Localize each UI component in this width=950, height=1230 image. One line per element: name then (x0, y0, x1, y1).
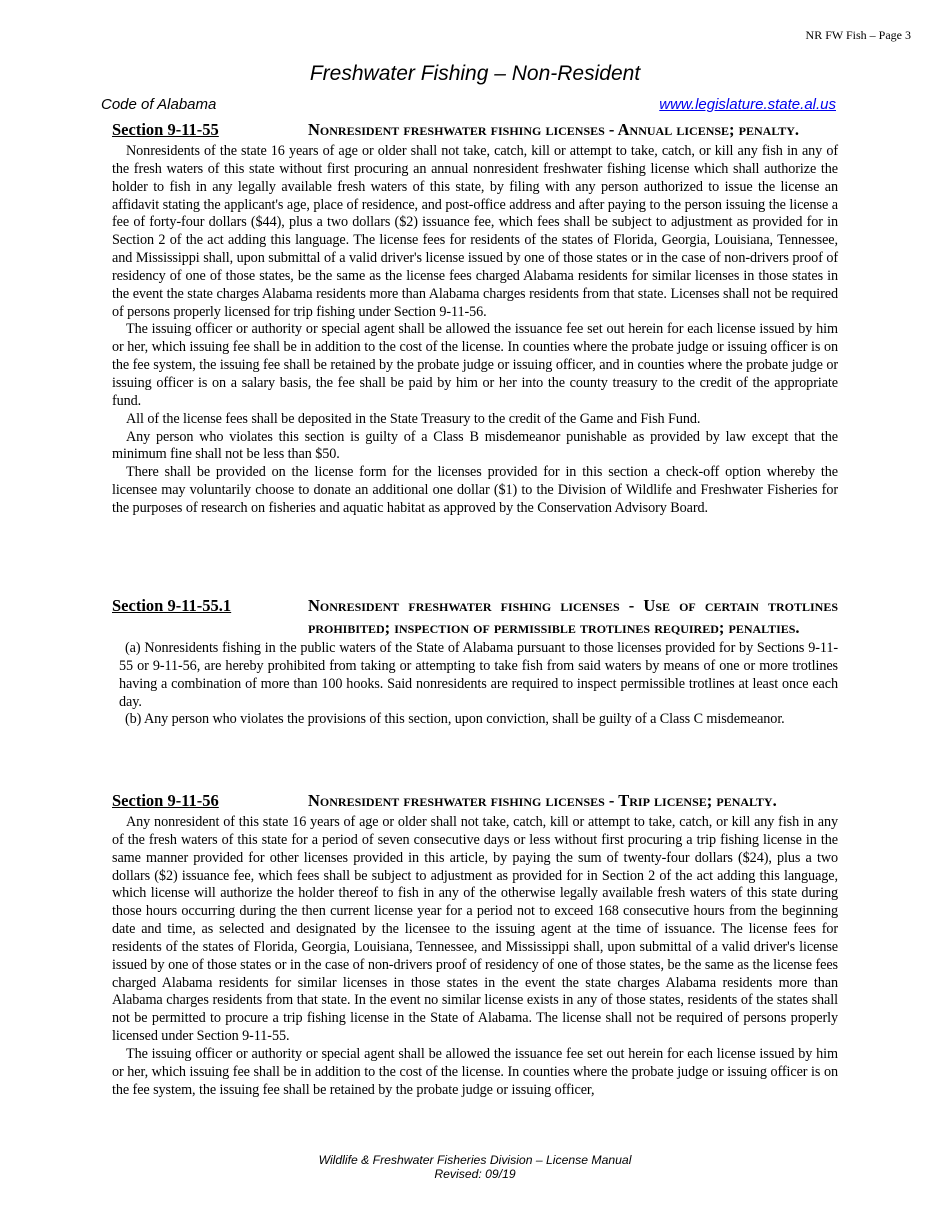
section-9-11-56 (112, 790, 838, 1100)
section-paragraph: Nonresidents of the state 16 years of age or older shall not take, catch, kill or attempt to take, catch, or kill any fish in any of the fresh waters of this state without first procuring an annual nonresident freshwater fishing license which shall authorize the holder to fish in any legally available fresh waters of this state, by filing with any person authorized to issue the license an affidavit stating the applicant's age, place of residence, and post-office address and after paying to the person issuing the license a fee of forty-four dollars ($44), plus a two dollars ($2) issuance fee, which fees shall be subject to adjustment as provided for in Section 2 of the act adding this language. The license fees for residents of the states of Florida, Georgia, Louisiana, Tennessee, and Mississippi shall, upon submittal of a valid driver's license issued by one of those states or in the case of non-drivers proof of residency of one of those states, be the same as the license fees charged Alabama residents for similar licenses in those states in the event the state charges Alabama residents more than Alabama charges residents from that state. Licenses shall not be required of persons properly licensed for trip fishing under Section 9-11-56. (112, 143, 838, 320)
section-paragraph: (b) Any person who violates the provisions of this section, upon conviction, shall be guilty of a Class C misdemeanor. (125, 711, 785, 728)
section-title: Nonresident freshwater fishing licenses - Annual license; penalty. (308, 120, 800, 139)
section-heading (112, 595, 838, 639)
section-paragraph: (a) Nonresidents fishing in the public waters of the State of Alabama pursuant to those licenses provided for by Sections 9-11-55 or 9-11-56, are hereby prohibited from taking or attempting to take fish from said waters by means of one or more trotlines having a combination of more than 100 hooks. Said nonresidents are required to inspect permissible trotlines at least once each day. (119, 640, 838, 710)
footer-manual-title: Wildlife & Freshwater Fisheries Division – License Manual (318, 1153, 632, 1167)
section-paragraph: The issuing officer or authority or special agent shall be allowed the issuance fee set out herein for each license issued by him or her, which issuing fee shall be in addition to the cost of the license. In counties where the probate judge or issuing officer is on the fee system, the issuing fee shall be retained by the probate judge or issuing officer, and in counties where the probate judge or issuing officer is on a salary basis, the fee shall be paid by him or her into the county treasury to the credit of the appropriate fund. (112, 321, 838, 409)
section-title: Nonresident freshwater fishing licenses - Use of certain trotlines prohibited; inspection of permissible trotlines required; penalties. (308, 596, 838, 637)
section-9-11-55 (112, 119, 838, 518)
code-label: Code of Alabama (101, 96, 217, 113)
section-paragraph: There shall be provided on the license form for the licenses provided for in this section a check-off option whereby the licensee may voluntarily choose to donate an additional one dollar ($1) to the Division of Wildlife and Freshwater Fisheries for the purposes of research on fisheries and aquatic habitat as approved by the Conservation Advisory Board. (112, 464, 838, 516)
footer-revision-date: Revised: 09/19 (434, 1167, 516, 1181)
page-footer (0, 1153, 950, 1181)
document-title: Freshwater Fishing – Non-Resident (309, 62, 641, 85)
section-number: Section 9-11-56 (112, 791, 219, 810)
section-number: Section 9-11-55.1 (112, 596, 232, 615)
section-paragraph: The issuing officer or authority or special agent shall be allowed the issuance fee set out herein for each license issued by him or her, which issuing fee shall be in addition to the cost of the license. In counties where the probate judge or issuing officer is on the fee system, the issuing fee shall be retained by the probate judge or issuing officer, (112, 1045, 838, 1098)
legislature-website-link[interactable]: www.legislature.state.al.us (659, 96, 836, 113)
meta-row (101, 96, 836, 116)
page-number: NR FW Fish – Page 3 (805, 28, 911, 42)
section-number: Section 9-11-55 (112, 120, 219, 139)
section-9-11-55-1 (112, 595, 838, 729)
section-paragraph: Any nonresident of this state 16 years of age or older shall not take, catch, kill or attempt to take, catch, or kill any fish in any of the fresh waters of this state for a period of seven consecutive days or less without first procuring a trip fishing license in the same manner provided for other licenses provided in this article, by paying the sum of twenty-four dollars ($24), plus a two dollars ($2) issuance fee, which fees shall be subject to adjustment as provided for in Section 2 of the act adding this language, which license will authorize the holder thereof to fish in any of the otherwise legally available fresh waters of this state during those hours occurring during the then current license year for a period not to exceed 168 consecutive hours from the beginning date and time, as selected and designated by the licensee to the issuing agent at the time of issuance. The license fees for residents of the states of Florida, Georgia, Louisiana, Tennessee, and Mississippi shall, upon submittal of a valid driver's license issued by one of those states or in the case of non-drivers proof of residency of one of those states, be the same as the license fees charged Alabama residents for similar licenses in those states in the event the state charges Alabama residents more than Alabama charges residents from that state. In the event no similar license exists in any of those states, residents of the states shall not be permitted to procure a trip fishing license in the State of Alabama. The license shall not be required of persons properly licensed under Section 9-11-55. (112, 814, 838, 1045)
section-paragraph: All of the license fees shall be deposited in the State Treasury to the credit of the Game and Fish Fund. (126, 410, 701, 427)
section-heading (112, 119, 838, 141)
section-title: Nonresident freshwater fishing licenses - Trip license; penalty. (308, 791, 777, 810)
section-heading (112, 790, 838, 812)
section-paragraph: Any person who violates this section is guilty of a Class B misdemeanor punishable as provided by law except that the minimum fine shall not be less than $50. (112, 428, 838, 463)
